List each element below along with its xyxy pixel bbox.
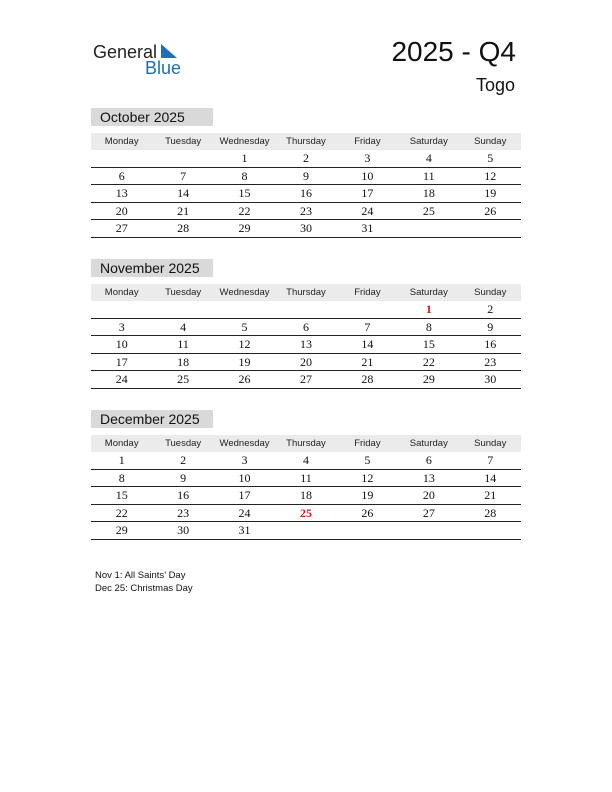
day-cell: 7 — [180, 168, 187, 183]
week-row — [91, 150, 521, 168]
day-cell: 11 — [177, 337, 189, 351]
day-cell: 12 — [361, 470, 374, 485]
day-cell: 27 — [115, 221, 128, 235]
month-title: November 2025 — [91, 259, 213, 277]
day-cell: 6 — [302, 319, 309, 334]
day-cell: 28 — [361, 372, 374, 386]
weekday-label: Wednesday — [219, 438, 270, 449]
weekday-label: Thursday — [286, 136, 326, 147]
day-cell: 5 — [241, 319, 248, 334]
week-row — [91, 354, 521, 372]
day-cell: 20 — [299, 354, 312, 369]
day-cell: 3 — [118, 319, 125, 334]
weekday-label: Sunday — [474, 287, 507, 298]
day-cell: 4 — [425, 151, 432, 165]
day-cell: 10 — [238, 470, 251, 485]
weekday-label: Wednesday — [219, 287, 270, 298]
month-title: December 2025 — [91, 410, 213, 428]
weekday-header — [91, 435, 521, 452]
logo-general-text: General — [93, 42, 158, 62]
weekday-label: Monday — [104, 287, 139, 298]
logo-blue-text: Blue — [145, 58, 182, 78]
week-row — [91, 301, 521, 319]
day-cell: 20 — [115, 203, 128, 218]
week-row — [91, 470, 521, 488]
page-title: 2025 - Q4 — [391, 36, 516, 67]
weekday-label: Saturday — [409, 287, 448, 298]
week-row — [91, 168, 521, 186]
day-cell: 29 — [115, 523, 128, 537]
day-cell: 14 — [177, 186, 190, 200]
weekday-header — [91, 284, 521, 301]
day-cell — [398, 220, 459, 237]
week-row — [91, 452, 521, 470]
day-cell: 10 — [115, 337, 128, 351]
day-cell — [460, 220, 521, 237]
week-row — [91, 319, 521, 337]
day-cell: 31 — [361, 221, 374, 235]
month-weeks — [91, 452, 521, 540]
day-cell: 19 — [484, 186, 497, 200]
day-cell: 30 — [484, 372, 497, 386]
day-cell: 18 — [177, 354, 190, 369]
day-cell: 2 — [180, 453, 187, 467]
day-cell: 26 — [484, 203, 497, 218]
weekday-label: Friday — [354, 287, 381, 298]
day-cell: 16 — [299, 186, 312, 200]
day-cell: 24 — [361, 203, 374, 218]
week-row — [91, 203, 521, 221]
holiday-note: Nov 1: All Saints’ Day — [95, 570, 186, 581]
day-cell: 7 — [364, 319, 371, 334]
day-cell: 12 — [238, 337, 251, 351]
day-cell: 17 — [115, 354, 128, 369]
logo-triangle-icon — [161, 44, 177, 58]
day-cell: 20 — [422, 488, 435, 502]
weekday-label: Friday — [354, 438, 381, 449]
month-weeks — [91, 301, 521, 389]
day-cell: 7 — [487, 453, 494, 467]
day-cell: 1 — [241, 151, 248, 165]
weekday-label: Wednesday — [219, 136, 270, 147]
week-row — [91, 522, 521, 540]
day-cell: 22 — [422, 354, 435, 369]
day-cell: 4 — [180, 319, 187, 334]
day-cell — [91, 301, 152, 318]
day-cell — [460, 522, 521, 539]
holiday-note: Dec 25: Christmas Day — [95, 583, 193, 594]
week-row — [91, 505, 521, 523]
day-cell: 28 — [177, 221, 190, 235]
day-cell: 30 — [177, 523, 190, 537]
day-cell: 23 — [177, 505, 190, 520]
weekday-label: Tuesday — [165, 136, 202, 147]
day-cell — [214, 301, 275, 318]
weekday-label: Saturday — [409, 438, 448, 449]
day-cell: 1 — [118, 453, 125, 467]
day-cell: 21 — [361, 354, 374, 369]
weekday-label: Thursday — [286, 287, 326, 298]
day-cell: 28 — [484, 505, 497, 520]
day-cell: 6 — [118, 168, 125, 183]
day-cell: 27 — [422, 505, 435, 520]
holiday-notes — [95, 569, 193, 595]
day-cell: 23 — [484, 354, 497, 369]
day-cell — [152, 301, 213, 318]
weekday-label: Saturday — [409, 136, 448, 147]
day-cell: 22 — [115, 505, 128, 520]
day-cell: 5 — [487, 151, 494, 165]
day-cell: 8 — [425, 319, 432, 334]
day-cell: 31 — [238, 523, 251, 537]
week-row — [91, 487, 521, 505]
generalblue-logo — [93, 40, 203, 80]
day-cell: 8 — [241, 168, 248, 183]
day-cell: 14 — [484, 470, 497, 485]
weekday-label: Monday — [104, 136, 139, 147]
day-cell: 27 — [299, 372, 312, 386]
day-cell — [337, 522, 398, 539]
day-cell: 14 — [361, 337, 374, 351]
day-cell: 26 — [361, 505, 374, 520]
week-row — [91, 371, 521, 389]
day-cell: 15 — [115, 488, 128, 502]
day-cell: 21 — [484, 488, 497, 502]
day-cell: 29 — [422, 372, 435, 386]
day-cell: 2 — [487, 302, 494, 316]
day-cell: 25 — [299, 505, 312, 520]
day-cell: 24 — [238, 505, 251, 520]
weekday-label: Sunday — [474, 438, 507, 449]
day-cell: 24 — [115, 372, 128, 386]
day-cell: 3 — [364, 151, 371, 165]
weekday-label: Thursday — [286, 438, 326, 449]
day-cell — [337, 301, 398, 318]
day-cell: 9 — [302, 168, 309, 183]
day-cell: 23 — [299, 203, 312, 218]
day-cell: 15 — [238, 186, 251, 200]
week-row — [91, 220, 521, 238]
day-cell: 30 — [299, 221, 312, 235]
day-cell: 11 — [300, 470, 312, 485]
day-cell: 29 — [238, 221, 251, 235]
day-cell: 3 — [241, 453, 248, 467]
day-cell: 10 — [361, 168, 374, 183]
day-cell: 17 — [361, 186, 374, 200]
day-cell: 19 — [238, 354, 251, 369]
day-cell: 15 — [422, 337, 435, 351]
week-row — [91, 336, 521, 354]
month-november — [91, 259, 521, 389]
week-row — [91, 185, 521, 203]
day-cell: 6 — [425, 453, 432, 467]
country-name: Togo — [475, 75, 515, 95]
day-cell — [91, 150, 152, 167]
day-cell: 4 — [302, 453, 309, 467]
day-cell: 13 — [299, 337, 312, 351]
day-cell: 9 — [180, 470, 187, 485]
day-cell: 25 — [422, 203, 435, 218]
day-cell: 26 — [238, 372, 251, 386]
day-cell: 8 — [118, 470, 125, 485]
day-cell — [398, 522, 459, 539]
day-cell: 25 — [177, 372, 190, 386]
day-cell: 13 — [422, 470, 435, 485]
day-cell: 18 — [299, 488, 312, 502]
day-cell — [152, 150, 213, 167]
day-cell: 19 — [361, 488, 374, 502]
day-cell: 18 — [422, 186, 435, 200]
day-cell: 22 — [238, 203, 251, 218]
day-cell: 17 — [238, 488, 251, 502]
day-cell: 13 — [115, 186, 128, 200]
day-cell — [275, 301, 336, 318]
day-cell: 5 — [364, 453, 371, 467]
day-cell — [275, 522, 336, 539]
day-cell: 2 — [302, 151, 309, 165]
month-title: October 2025 — [91, 108, 213, 126]
weekday-label: Monday — [104, 438, 139, 449]
day-cell: 1 — [425, 302, 432, 316]
weekday-header — [91, 133, 521, 150]
day-cell: 16 — [484, 337, 497, 351]
day-cell: 21 — [177, 203, 190, 218]
day-cell: 12 — [484, 168, 497, 183]
weekday-label: Tuesday — [165, 287, 202, 298]
weekday-label: Friday — [354, 136, 381, 147]
month-october — [91, 108, 521, 238]
weekday-label: Sunday — [474, 136, 507, 147]
month-december — [91, 410, 521, 540]
weekday-label: Tuesday — [165, 438, 202, 449]
month-weeks — [91, 150, 521, 238]
day-cell: 9 — [487, 319, 494, 334]
day-cell: 11 — [423, 168, 435, 183]
day-cell: 16 — [177, 488, 190, 502]
